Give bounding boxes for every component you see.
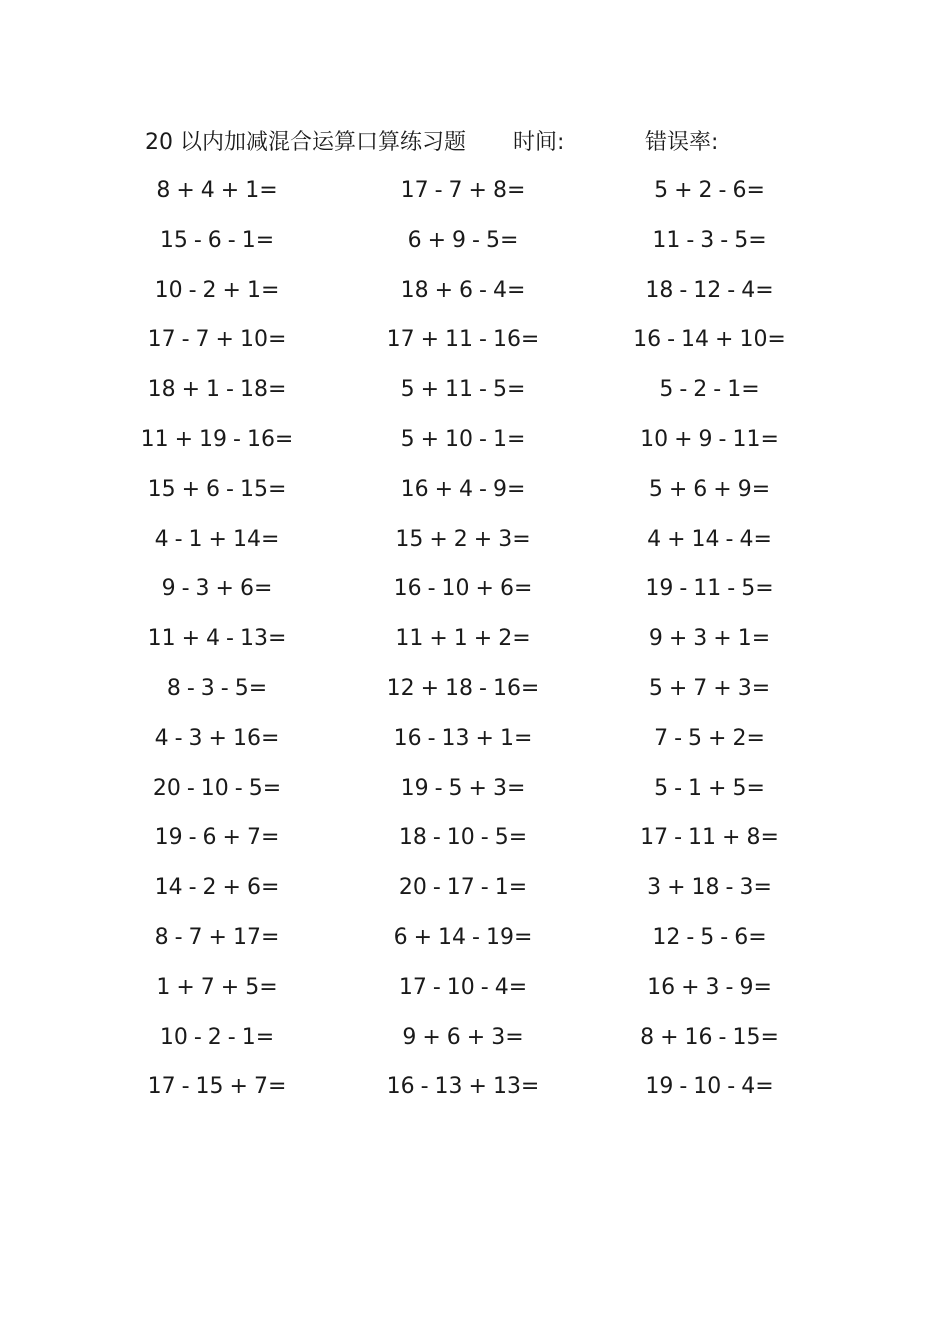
arithmetic-problem: 11 + 19 - 16= xyxy=(140,426,294,452)
arithmetic-problem: 18 + 1 - 18= xyxy=(147,377,287,403)
arithmetic-problem: 12 + 18 - 16= xyxy=(386,675,540,701)
arithmetic-problem: 14 - 2 + 6= xyxy=(154,875,280,901)
arithmetic-problem: 17 - 10 - 4= xyxy=(398,974,528,1000)
arithmetic-problem: 18 - 10 - 5= xyxy=(398,825,528,851)
arithmetic-problem: 20 - 17 - 1= xyxy=(398,875,528,901)
arithmetic-problem: 16 - 10 + 6= xyxy=(393,576,533,602)
problem-row xyxy=(0,365,950,415)
arithmetic-problem: 16 - 13 + 1= xyxy=(393,725,533,751)
time-label: 时间: xyxy=(513,130,565,155)
arithmetic-problem: 11 + 4 - 13= xyxy=(147,626,287,652)
problem-row xyxy=(0,216,950,266)
arithmetic-problem: 9 + 3 + 1= xyxy=(648,626,771,652)
arithmetic-problem: 8 - 7 + 17= xyxy=(154,924,280,950)
problem-row xyxy=(0,315,950,365)
arithmetic-problem: 8 + 4 + 1= xyxy=(156,178,278,203)
problem-row xyxy=(0,913,950,963)
arithmetic-problem: 7 - 5 + 2= xyxy=(654,725,765,751)
arithmetic-problem: 17 - 7 + 8= xyxy=(400,178,526,203)
worksheet-title: 20 以内加减混合运算口算练习题 xyxy=(145,130,466,155)
worksheet-header xyxy=(145,126,845,160)
arithmetic-problem: 5 + 10 - 1= xyxy=(400,426,526,452)
problem-row xyxy=(0,863,950,913)
problem-row xyxy=(0,664,950,714)
problem-row xyxy=(0,714,950,764)
arithmetic-problem: 6 + 14 - 19= xyxy=(393,924,533,950)
problem-row xyxy=(0,1013,950,1063)
error-rate-label: 错误率: xyxy=(645,130,719,155)
problem-row xyxy=(0,1062,950,1112)
arithmetic-problem: 19 - 10 - 4= xyxy=(645,1074,774,1100)
arithmetic-problem: 17 + 11 - 16= xyxy=(386,327,540,353)
problem-row xyxy=(0,764,950,814)
arithmetic-problem: 3 + 18 - 3= xyxy=(647,875,772,901)
problem-row xyxy=(0,515,950,565)
problem-row xyxy=(0,266,950,316)
arithmetic-problem: 17 - 7 + 10= xyxy=(147,327,287,353)
arithmetic-problem: 18 - 12 - 4= xyxy=(645,277,774,303)
arithmetic-problem: 16 + 4 - 9= xyxy=(400,476,526,502)
arithmetic-problem: 4 - 3 + 16= xyxy=(154,725,280,751)
problem-row xyxy=(0,465,950,515)
arithmetic-problem: 5 + 11 - 5= xyxy=(400,377,526,403)
arithmetic-problem: 15 - 6 - 1= xyxy=(159,227,275,253)
problem-row xyxy=(0,813,950,863)
arithmetic-problem: 15 + 2 + 3= xyxy=(395,526,531,552)
problem-row xyxy=(0,564,950,614)
arithmetic-problem: 19 - 11 - 5= xyxy=(645,576,774,602)
problem-row xyxy=(0,963,950,1013)
arithmetic-problem: 11 - 3 - 5= xyxy=(652,227,767,253)
arithmetic-problem: 9 + 6 + 3= xyxy=(402,1024,524,1050)
arithmetic-problem: 6 + 9 - 5= xyxy=(407,227,519,253)
arithmetic-problem: 19 - 6 + 7= xyxy=(154,825,280,851)
arithmetic-problem: 9 - 3 + 6= xyxy=(161,576,273,602)
arithmetic-problem: 4 + 14 - 4= xyxy=(647,526,772,552)
problem-row xyxy=(0,415,950,465)
arithmetic-problem: 10 - 2 + 1= xyxy=(154,277,280,303)
arithmetic-problem: 16 + 3 - 9= xyxy=(647,974,772,1000)
arithmetic-problem: 5 + 7 + 3= xyxy=(648,675,771,701)
problem-row xyxy=(0,614,950,664)
arithmetic-problem: 5 - 1 + 5= xyxy=(654,775,765,801)
arithmetic-problem: 15 + 6 - 15= xyxy=(147,476,287,502)
arithmetic-problem: 10 + 9 - 11= xyxy=(640,426,779,452)
arithmetic-problem: 17 - 15 + 7= xyxy=(147,1074,287,1100)
arithmetic-problem: 4 - 1 + 14= xyxy=(154,526,280,552)
arithmetic-problem: 5 + 6 + 9= xyxy=(648,476,771,502)
arithmetic-problem: 16 - 13 + 13= xyxy=(386,1074,540,1100)
arithmetic-problem: 5 + 2 - 6= xyxy=(654,178,765,203)
arithmetic-problem: 10 - 2 - 1= xyxy=(159,1024,275,1050)
arithmetic-problem: 18 + 6 - 4= xyxy=(400,277,526,303)
arithmetic-problem: 11 + 1 + 2= xyxy=(395,626,531,652)
arithmetic-problem: 12 - 5 - 6= xyxy=(652,924,767,950)
arithmetic-problem: 20 - 10 - 5= xyxy=(152,775,282,801)
problem-row xyxy=(0,166,950,216)
arithmetic-problem: 16 - 14 + 10= xyxy=(633,327,786,353)
arithmetic-problem: 19 - 5 + 3= xyxy=(400,775,526,801)
arithmetic-problem: 17 - 11 + 8= xyxy=(640,825,779,851)
arithmetic-problem: 8 + 16 - 15= xyxy=(640,1024,779,1050)
arithmetic-problem: 8 - 3 - 5= xyxy=(166,675,268,701)
arithmetic-problem: 1 + 7 + 5= xyxy=(156,974,278,1000)
arithmetic-problem: 5 - 2 - 1= xyxy=(659,377,760,403)
problem-grid xyxy=(0,166,950,1112)
